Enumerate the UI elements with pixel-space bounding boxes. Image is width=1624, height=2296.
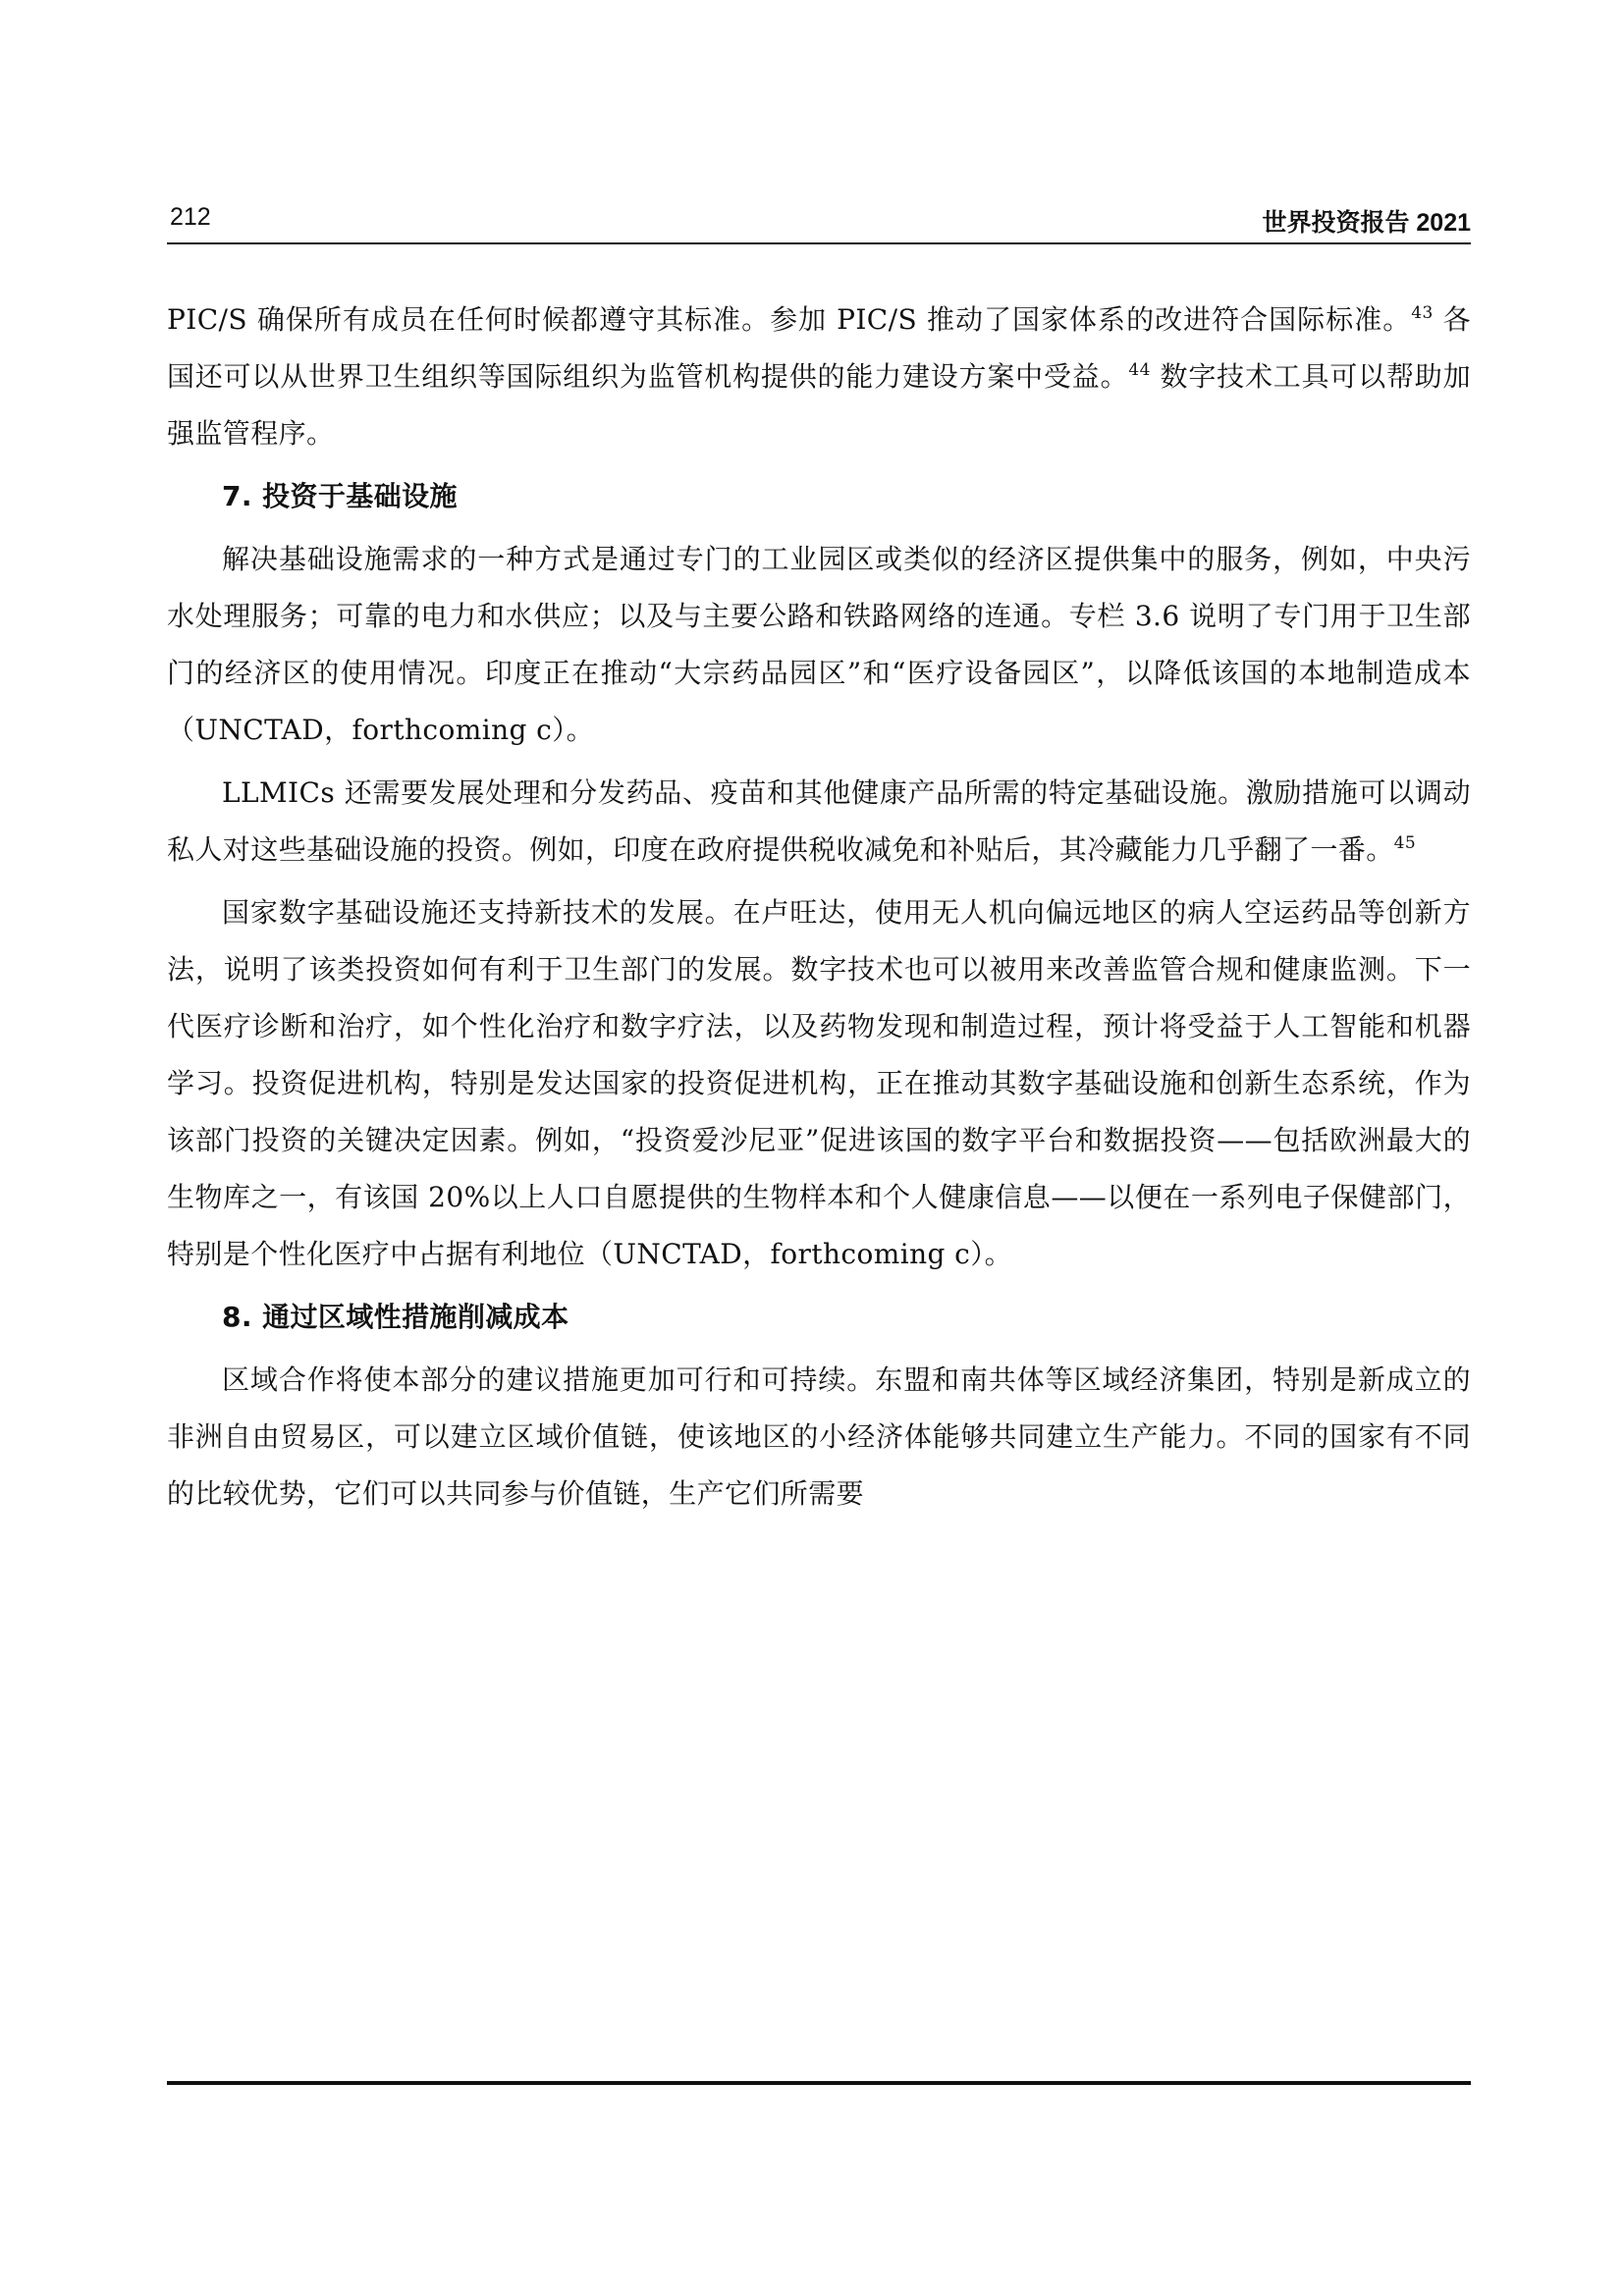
paragraph-digital-infrastructure: 国家数字基础设施还支持新技术的发展。在卢旺达，使用无人机向偏远地区的病人空运药品等创新方法，说明了该类投资如何有利于卫生部门的发展。数字技术也可以被用来改善监管合规和健康监测。下一代医疗诊断和治疗，如个性化治疗和数字疗法，以及药物发现和制造过程，预计将受益于人工智能和机器学习。投资促进机构，特别是发达国家的投资促进机构，正在推动其数字基础设施和创新生态系统，作为该部门投资的关键决定因素。例如，“投资爱沙尼亚”促进该国的数字平台和数据投资——包括欧洲最大的生物库之一，有该国 20%以上人口自愿提供的生物样本和个人健康信息——以便在一系列电子保健部门，特别是个性化医疗中占据有利地位（UNCTAD，forthcoming c）。 <box>167 896 1471 1270</box>
footnote-ref[interactable]: 44 <box>1128 360 1151 380</box>
paragraph-regional-cooperation: 区域合作将使本部分的建议措施更加可行和可持续。东盟和南共体等区域经济集团，特别是新成立的非洲自由贸易区，可以建立区域价值链，使该地区的小经济体能够共同建立生产能力。不同的国家有不同的比较优势，它们可以共同参与价值链，生产它们所需要 <box>167 1363 1471 1510</box>
footnote-ref[interactable]: 43 <box>1411 303 1434 323</box>
page-header <box>167 203 1471 239</box>
page-number: 212 <box>170 203 211 231</box>
running-title: 世界投资报告 2021 <box>1262 209 1471 237</box>
footer-rule <box>167 2081 1471 2085</box>
header-rule <box>167 242 1471 244</box>
body-text <box>167 292 1471 1528</box>
section-heading-infrastructure: 7. 投资于基础设施 <box>222 480 458 512</box>
paragraph-llmics <box>167 765 1471 879</box>
paragraph-text: 各国还可以从世界卫生组织等国际组织为监管机构提供的能力建设方案中受益。 <box>167 303 1471 393</box>
paragraph-economic-zones: 解决基础设施需求的一种方式是通过专门的工业园区或类似的经济区提供集中的服务，例如，中央污水处理服务；可靠的电力和水供应；以及与主要公路和铁路网络的连通。专栏 3.6 说明了专门用于卫生部门的经济区的使用情况。印度正在推动“大宗药品园区”和“医疗设备园区”，以降低该国的本地制造成本（UNCTAD，forthcoming c）。 <box>167 543 1471 746</box>
paragraph-text: 数字技术工具可以帮助加强监管程序。 <box>167 360 1472 450</box>
paragraph-text: LLMICs 还需要发展处理和分发药品、疫苗和其他健康产品所需的特定基础设施。激励措施可以调动私人对这些基础设施的投资。例如，印度在政府提供税收减免和补贴后，其冷藏能力几乎翻了一番。 <box>167 776 1471 866</box>
footnote-ref[interactable]: 45 <box>1393 833 1417 853</box>
section-heading-regional: 8. 通过区域性措施削减成本 <box>222 1301 569 1333</box>
paragraph-text: PIC/S 确保所有成员在任何时候都遵守其标准。参加 PIC/S 推动了国家体系的改进符合国际标准。 <box>167 303 1412 336</box>
paragraph-pics <box>167 292 1471 462</box>
